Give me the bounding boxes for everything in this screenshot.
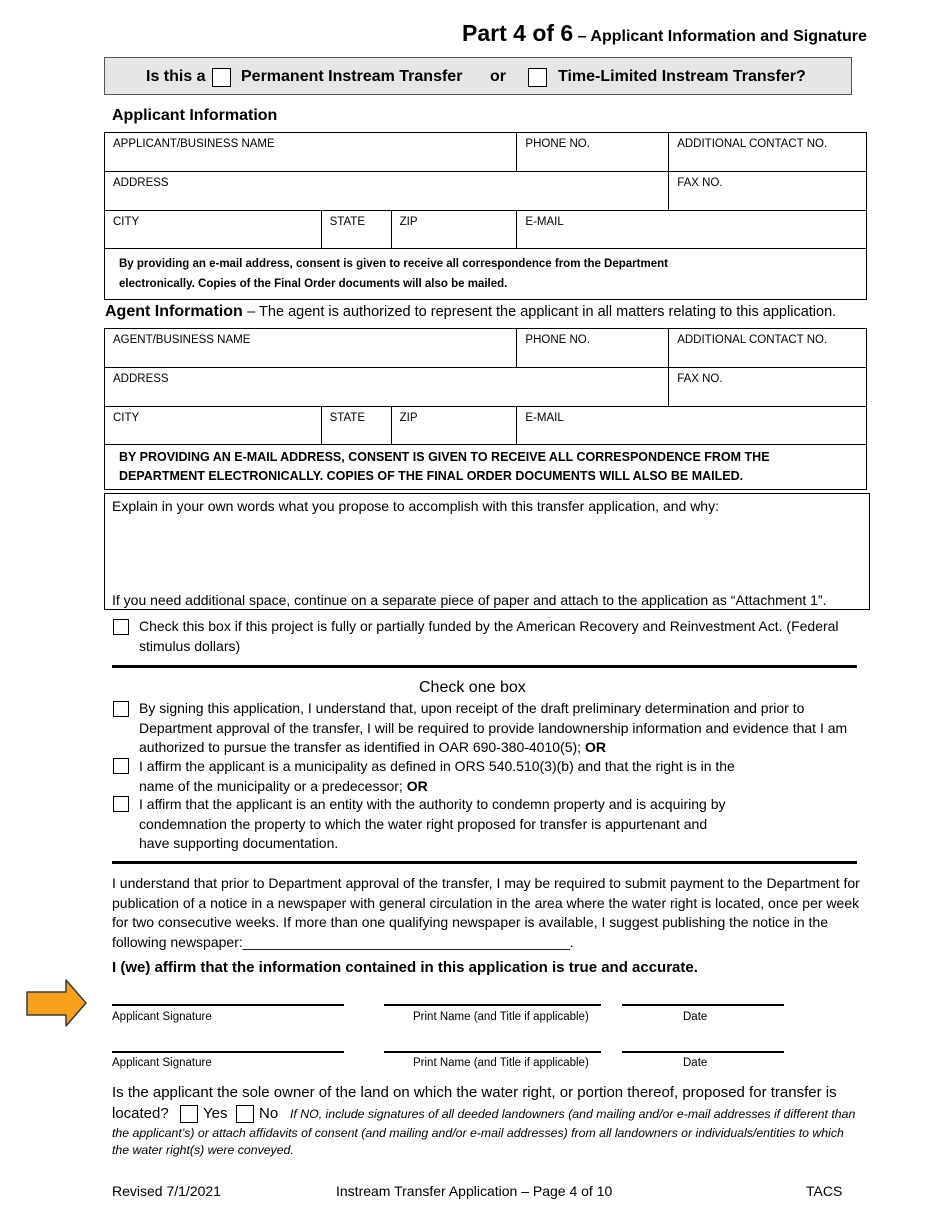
- print-name-label-2: Print Name (and Title if applicable): [413, 1057, 589, 1069]
- applicant-fax-field[interactable]: [669, 172, 867, 211]
- part-subtitle: – Applicant Information and Signature: [577, 28, 867, 45]
- opt1-line1: By signing this application, I understand that, upon receipt of the draft preliminary determination and prior to: [139, 700, 805, 716]
- time-limited-transfer-label: Time-Limited Instream Transfer?: [558, 68, 806, 85]
- agent-city-field[interactable]: [105, 407, 322, 445]
- newspaper-line1: I understand that prior to Department approval of the transfer, I may be required to submit payment to the Department for: [112, 875, 860, 891]
- owner-instructions-rest: [112, 1125, 844, 1159]
- agent-heading-row: [105, 303, 836, 321]
- affirmation-statement: I (we) affirm that the information contained in this application is true and accurate.: [112, 959, 698, 976]
- opt1-or: OR: [584, 739, 606, 755]
- agent-state-field[interactable]: [321, 407, 391, 445]
- owner-instructions-2: the applicant’s) or attach affidavits of consent (and mailing and/or e-mail addresses) from all landowners or individuals/entities to which: [112, 1126, 844, 1140]
- applicant-zip-label: ZIP: [399, 216, 418, 228]
- sole-owner-no-label: No: [259, 1105, 279, 1122]
- transfer-type-banner: [104, 57, 852, 95]
- applicant-info-table: [104, 132, 867, 300]
- opt3-line1: I affirm that the applicant is an entity with the authority to condemn property and is acquiring by: [139, 796, 726, 812]
- agent-name-label: AGENT/BUSINESS NAME: [113, 334, 251, 346]
- print-name-label-1: Print Name (and Title if applicable): [413, 1011, 589, 1023]
- arra-funded-checkbox[interactable]: [113, 619, 129, 635]
- landownership-text: [139, 699, 847, 758]
- opt2-line2: name of the municipality or a predecessor;: [139, 777, 403, 794]
- explain-note: If you need additional space, continue on a separate piece of paper and attach to the application as “Attachment 1”.: [112, 592, 827, 608]
- condemnation-checkbox[interactable]: [113, 796, 129, 812]
- explain-prompt: Explain in your own words what you propose to accomplish with this transfer application, and why:: [112, 498, 719, 514]
- municipality-checkbox[interactable]: [113, 758, 129, 774]
- permanent-transfer-checkbox[interactable]: [212, 68, 231, 87]
- applicant-city-field[interactable]: [105, 211, 322, 249]
- agent-name-field[interactable]: [105, 329, 517, 368]
- time-limited-transfer-checkbox[interactable]: [528, 68, 547, 87]
- arra-line1: Check this box if this project is fully or partially funded by the American Recovery and Reinvestment Act. (Federal: [139, 618, 839, 634]
- agent-consent-line2: DEPARTMENT ELECTRONICALLY. COPIES OF THE FINAL ORDER DOCUMENTS WILL ALSO BE MAILED.: [119, 469, 744, 483]
- located-label: located?: [112, 1105, 169, 1122]
- applicant-address-label: ADDRESS: [113, 177, 169, 189]
- applicant-email-field[interactable]: [517, 211, 867, 249]
- agent-phone-label: PHONE NO.: [525, 334, 590, 346]
- municipality-text: [139, 757, 735, 796]
- agent-heading: Agent Information: [105, 303, 243, 320]
- print-name-line-2[interactable]: [384, 1051, 601, 1053]
- newspaper-line4[interactable]: following newspaper:__________________________________________.: [112, 933, 574, 950]
- permanent-transfer-label: Permanent Instream Transfer: [241, 68, 463, 85]
- divider-bottom: [112, 861, 857, 864]
- opt3-line3: have supporting documentation.: [139, 835, 339, 851]
- agent-email-consent: [105, 445, 867, 490]
- owner-instructions-3: the water right(s) were conveyed.: [112, 1143, 294, 1157]
- applicant-consent-line2: electronically. Copies of the Final Order documents will also be mailed.: [119, 278, 508, 290]
- sole-owner-no-checkbox[interactable]: [236, 1105, 254, 1123]
- applicant-addl-contact-label: ADDITIONAL CONTACT NO.: [677, 138, 828, 150]
- sole-owner-yes-label: Yes: [203, 1105, 228, 1122]
- opt1-line3: authorized to pursue the transfer as identified in OAR 690-380-4010(5);: [139, 739, 582, 755]
- applicant-phone-label: PHONE NO.: [525, 138, 590, 150]
- agent-heading-desc: – The agent is authorized to represent the applicant in all matters relating to this application.: [247, 304, 837, 320]
- applicant-zip-field[interactable]: [391, 211, 517, 249]
- agent-state-label: STATE: [329, 412, 365, 424]
- or-label: or: [490, 68, 506, 85]
- agent-city-label: CITY: [113, 412, 140, 424]
- applicant-email-consent: [105, 249, 867, 300]
- applicant-city-label: CITY: [113, 216, 140, 228]
- date-line-1[interactable]: [622, 1004, 784, 1006]
- applicant-fax-label: FAX NO.: [677, 177, 723, 189]
- signature-line-2[interactable]: [112, 1051, 344, 1053]
- check-one-title: Check one box: [419, 679, 526, 696]
- agent-consent-line1: BY PROVIDING AN E-MAIL ADDRESS, CONSENT IS GIVEN TO RECEIVE ALL CORRESPONDENCE FROM THE: [119, 450, 770, 464]
- newspaper-line3: for two consecutive weeks. If more than one qualifying newspaper is available, I suggest publishing the notice in the: [112, 914, 828, 930]
- applicant-consent-line1: By providing an e-mail address, consent is given to receive all correspondence from the Department: [119, 258, 668, 270]
- agent-email-label: E-MAIL: [525, 412, 564, 424]
- print-name-line-1[interactable]: [384, 1004, 601, 1006]
- landownership-checkbox[interactable]: [113, 701, 129, 717]
- agent-addl-contact-field[interactable]: [669, 329, 867, 368]
- agent-email-field[interactable]: [517, 407, 867, 445]
- explain-textarea[interactable]: [104, 493, 870, 610]
- agent-zip-field[interactable]: [391, 407, 517, 445]
- newspaper-paragraph: [112, 874, 860, 952]
- opt3-line2: condemnation the property to which the water right proposed for transfer is appurtenant and: [139, 815, 708, 832]
- transfer-type-prefix: Is this a: [146, 68, 206, 85]
- applicant-phone-field[interactable]: [517, 133, 669, 172]
- sole-owner-yes-checkbox[interactable]: [180, 1105, 198, 1123]
- newspaper-line2: publication of a notice in a newspaper with general circulation in the area where the water right is located, once per week: [112, 894, 860, 911]
- opt1-line2: Department approval of the transfer, I will be required to provide landownership information and evidence that I am: [139, 719, 848, 736]
- arrow-pointer-icon: [26, 978, 88, 1030]
- agent-addl-contact-label: ADDITIONAL CONTACT NO.: [677, 334, 828, 346]
- date-label-1: Date: [683, 1011, 708, 1023]
- opt2-line1: I affirm the applicant is a municipality as defined in ORS 540.510(3)(b) and that the right is in the: [139, 758, 735, 774]
- applicant-state-field[interactable]: [321, 211, 391, 249]
- signature-label-1: Applicant Signature: [112, 1011, 212, 1023]
- footer-revised: Revised 7/1/2021: [112, 1183, 221, 1199]
- opt2-or: OR: [406, 777, 428, 794]
- agent-zip-label: ZIP: [399, 412, 418, 424]
- agent-info-table: [104, 328, 867, 490]
- agent-phone-field[interactable]: [517, 329, 669, 368]
- condemnation-text: [139, 795, 726, 854]
- arra-line2: stimulus dollars): [139, 637, 241, 654]
- part-label: Part 4 of 6: [462, 20, 574, 46]
- applicant-name-label: APPLICANT/BUSINESS NAME: [113, 138, 275, 150]
- owner-instructions-1: If NO, include signatures of all deeded landowners (and mailing and/or e-mail addresses if different than: [290, 1107, 856, 1121]
- applicant-name-field[interactable]: [105, 133, 517, 172]
- arra-text: [139, 617, 839, 656]
- signature-label-2: Applicant Signature: [112, 1057, 212, 1069]
- applicant-heading: Applicant Information: [112, 107, 278, 124]
- sole-owner-question: Is the applicant the sole owner of the land on which the water right, or portion thereof, proposed for transfer is: [112, 1084, 837, 1101]
- agent-address-label: ADDRESS: [113, 373, 169, 385]
- footer-code: TACS: [806, 1183, 843, 1199]
- agent-fax-label: FAX NO.: [677, 373, 723, 385]
- footer-page: Instream Transfer Application – Page 4 of 10: [336, 1183, 613, 1199]
- applicant-email-label: E-MAIL: [525, 216, 564, 228]
- signature-line-1[interactable]: [112, 1004, 344, 1006]
- divider-top: [112, 665, 857, 668]
- page-title: [462, 20, 867, 47]
- date-label-2: Date: [683, 1057, 708, 1069]
- agent-fax-field[interactable]: [669, 368, 867, 407]
- applicant-addl-contact-field[interactable]: [669, 133, 867, 172]
- applicant-address-field[interactable]: [105, 172, 669, 211]
- date-line-2[interactable]: [622, 1051, 784, 1053]
- applicant-state-label: STATE: [329, 216, 365, 228]
- agent-address-field[interactable]: [105, 368, 669, 407]
